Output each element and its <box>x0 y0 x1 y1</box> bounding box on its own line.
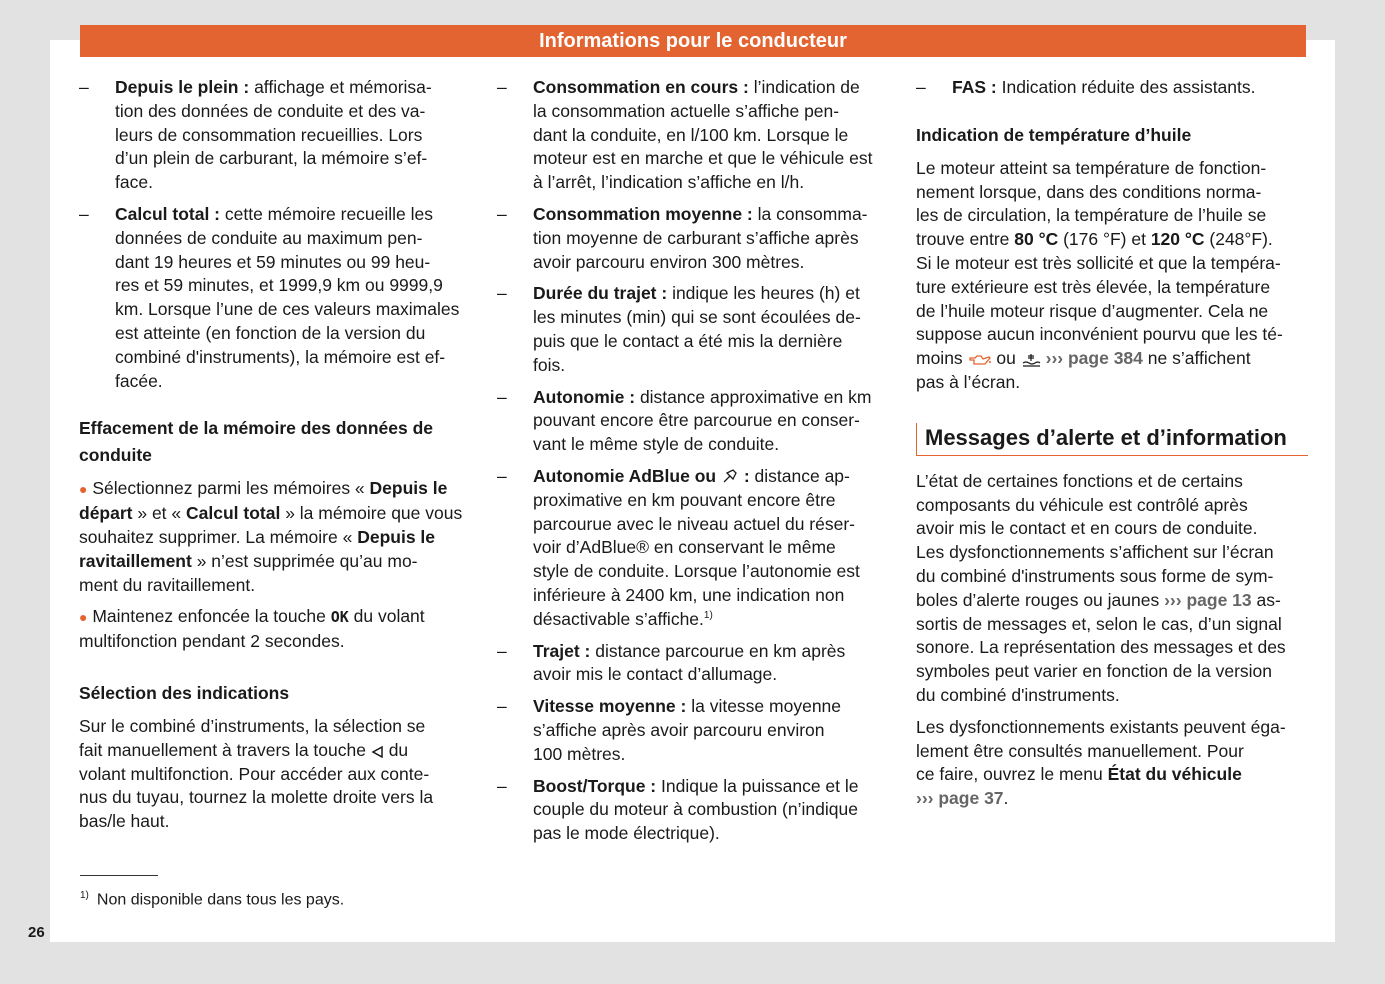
bullet-icon: ● <box>79 609 88 626</box>
paragraph: Les dysfonctionnements existants peuvent éga- lement être consultés manuellement. Pour ce faire, ouvrez le menu État du véhicule ››› page 37. <box>916 716 1286 809</box>
list-item: – Consommation en cours : l’indication de la consommation actuelle s’affiche pen- dant la conduite, en l/100 km. Lorsque le moteur est en marche et que le véhicule est à l’arrêt, l’indication s’affiche en l/h. <box>497 77 873 193</box>
oil-temperature-icon <box>1021 353 1041 367</box>
page-link[interactable]: ››› page 13 <box>1164 589 1252 610</box>
bullet-icon: ● <box>79 481 88 498</box>
oil-pressure-icon <box>968 353 992 367</box>
footnote: $^{1)}$ Non disponible dans tous les pays. <box>80 890 345 909</box>
list-item: – FAS : Indication réduite des assistants. <box>916 77 1256 97</box>
instruction-step: ● Maintenez enfoncée la touche OK du volant multifonction pendant 2 secondes. <box>79 606 425 652</box>
list-item: – Calcul total : cette mémoire recueille les données de conduite au maximum pen- dant 19 heures et 59 minutes ou 99 heu- res et 59 minutes, et 1999,9 km ou 9999,9 km. Lorsque l’une de ces valeurs maximales est atteinte (en fonction de la version du combiné d'instruments), la mémoire est ef- facée. <box>79 203 460 391</box>
heading-effacement: Effacement de la mémoire des données de conduite <box>79 418 434 466</box>
paragraph: Le moteur atteint sa température de fonction- nement lorsque, dans des conditions norma- les de circulation, la température de l’huile se trouve entre 80 °C (176 °F) et 120 °C (248°F). Si le moteur est très sollicité et que la tempéra- ture extérieure est très élevée, la température de l’huile moteur risque d’augmenter. Cela ne suppose aucun inconvénient pourvu que les té- moins ou ››› page 384 ne s’affichent pas à l’écran. <box>916 157 1283 392</box>
column-3 <box>916 76 1308 819</box>
column-1 <box>79 76 474 842</box>
heading-alert-messages: Messages d’alerte et d’information <box>916 423 1308 456</box>
list-item: – Vitesse moyenne : la vitesse moyenne s’affiche après avoir parcouru environ 100 mètres. <box>497 696 842 764</box>
list-item: – Autonomie AdBlue ou : distance ap- proximative en km pouvant encore être parcourue avec le niveau actuel du réser- voir d’AdBlue® en conservant le même style de conduite. Lorsque l’autonomie est inférieure à 2400 km, une indication non désactivable s’affiche.$^{1)}$ <box>497 465 860 629</box>
list-item: – Consommation moyenne : la consomma- tion moyenne de carburant s’affiche après avoir parcouru environ 300 mètres. <box>497 203 868 272</box>
heading-selection: Sélection des indications <box>79 682 290 703</box>
footnote-divider <box>80 875 158 876</box>
instruction-step: ● Sélectionnez parmi les mémoires « Depuis le départ » et « Calcul total » la mémoire que vous souhaitez supprimer. La mémoire « Depuis le ravitaillement » n’est supprimée qu’au mo- ment du ravitaillement. <box>79 478 463 595</box>
heading-oil-temperature: Indication de température d’huile <box>916 124 1192 145</box>
ok-key-icon: OK <box>330 608 349 627</box>
list-item: – Autonomie : distance approximative en km pouvant encore être parcourue en conser- vant le même style de conduite. <box>497 386 872 455</box>
paragraph: L’état de certaines fonctions et de certains composants du véhicule est contrôlé après avoir mis le contact et en cours de conduite. Les dysfonctionnements s’affichent sur l’écran du combiné d'instruments sous forme de sym- boles d’alerte rouges ou jaunes ››› page 13 as- sortis de messages et, selon le cas, d’un signal sonore. La représentation des messages et des symboles peut varier en fonction de la version du combiné d'instruments. <box>916 470 1286 705</box>
list-item: – Trajet : distance parcourue en km après avoir mis le contact d’allumage. <box>497 640 846 685</box>
page-link[interactable]: ››› page 37 <box>916 788 1004 809</box>
page-number: 26 <box>28 924 45 941</box>
column-2 <box>497 76 889 854</box>
page-link[interactable]: ››› page 384 <box>1045 348 1143 369</box>
section-header: Informations pour le conducteur <box>80 25 1306 57</box>
list-item: – Boost/Torque : Indique la puissance et le couple du moteur à combustion (n’indique pas le mode électrique). <box>497 775 859 844</box>
list-item: – Durée du trajet : indique les heures (h) et les minutes (min) qui se sont écoulées de- puis que le contact a été mis la dernière fois. <box>497 283 861 375</box>
list-item: – Depuis le plein : affichage et mémorisa- tion des données de conduite et des va- leurs de consommation recueillies. Lors d’un plein de carburant, la mémoire s’ef- face. <box>79 77 432 193</box>
adblue-nozzle-icon <box>721 467 739 485</box>
left-arrow-key-icon <box>371 745 384 759</box>
paragraph: Sur le combiné d’instruments, la sélection se fait manuellement à travers la touche du volant multifonction. Pour accéder aux conte- nus du tuyau, tournez la molette droite vers la bas/le haut. <box>79 715 434 832</box>
footnote-ref: 1) <box>703 609 713 621</box>
